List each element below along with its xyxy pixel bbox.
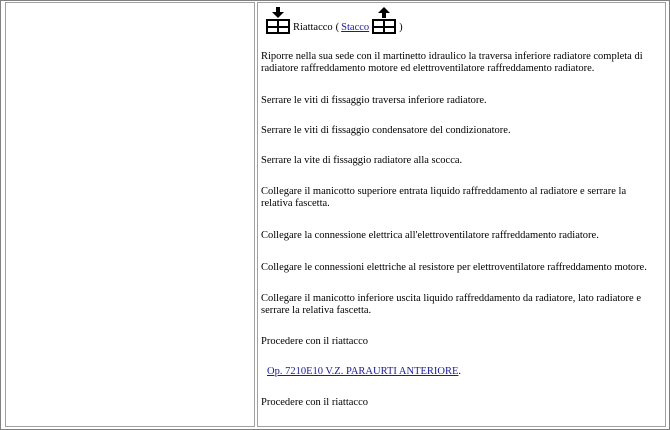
remove-arrow-up-icon[interactable] [372,7,396,34]
riattacco-label: Riattacco [293,22,333,33]
install-arrow-down-icon[interactable] [266,7,290,34]
reference-trailing: . [458,366,462,377]
open-paren: ( [335,22,340,33]
step-text: Serrare le viti di fissaggio condensatore del condizionatore. [261,125,511,136]
reference-line [261,366,461,378]
stacco-link[interactable]: Stacco [341,22,370,33]
step-text: Procedere con il riattacco [261,336,368,347]
left-empty-column [5,2,255,427]
step-text: Riporre nella sua sede con il martinetto idraulico la traversa inferiore radiatore completa di radiatore raffreddamento motore ed elettroventilatore raffreddamento radiatore. [261,51,643,74]
step-text: Collegare il manicotto superiore entrata liquido raffreddamento al radiatore e serrare la relativa fascetta. [261,186,627,209]
procedure-column [257,2,666,427]
step-text: Collegare le connessioni elettriche al resistore per elettroventilatore raffreddamento motore. [261,262,647,273]
step-text: Serrare le viti di fissaggio traversa inferiore radiatore. [261,95,487,106]
final-step-text: Procedere con il riattacco [261,397,368,408]
step-text: Collegare la connessione elettrica all'elettroventilatore raffreddamento radiatore. [261,230,599,241]
step-text: Serrare la vite di fissaggio radiatore alla scocca. [261,155,463,166]
paraurti-anteriore-link[interactable]: Op. 7210E10 V.Z. PARAURTI ANTERIORE [267,366,459,377]
procedure-header [266,6,406,34]
step-text: Collegare il manicotto inferiore uscita liquido raffreddamento da radiatore, lato radiatore e serrare la relativa fascetta. [261,293,641,316]
close-paren: ) [399,22,403,33]
